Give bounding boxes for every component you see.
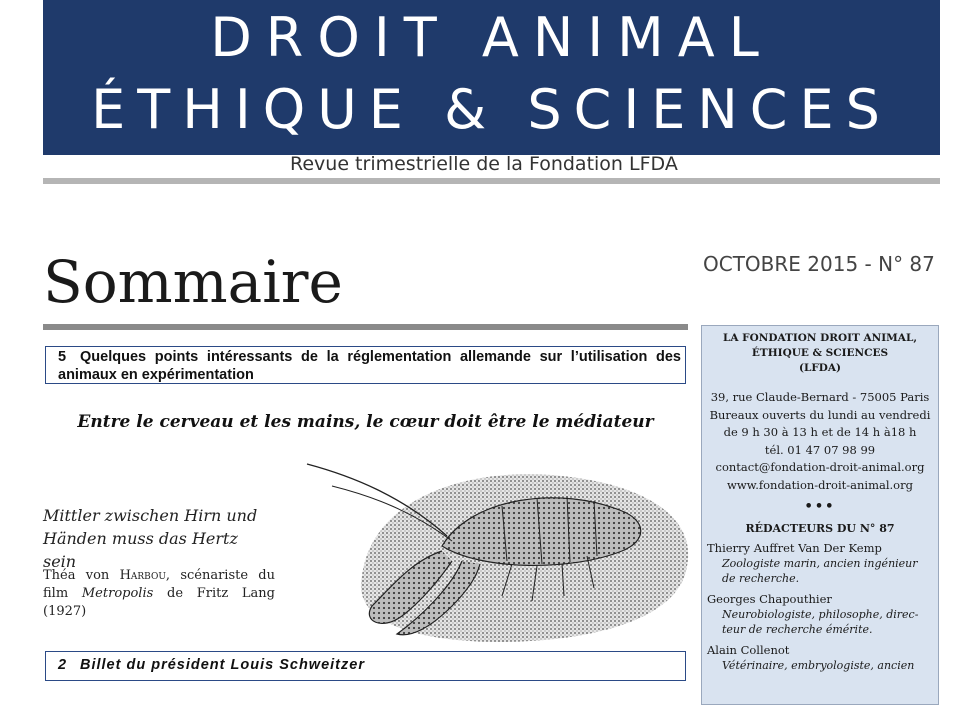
german-quote-line-1: Mittler zwischen Hirn und <box>43 506 258 525</box>
attribution-last-name: Harbou <box>119 568 166 583</box>
foundation-name <box>702 331 938 376</box>
section-divider <box>43 324 688 330</box>
foundation-phone: tél. 01 47 07 98 99 <box>764 442 876 457</box>
german-quote-line-2: Händen muss das Hertz sein <box>43 529 238 571</box>
author-entry <box>707 541 938 586</box>
toc-entry[interactable] <box>45 651 686 681</box>
masthead-banner <box>43 0 940 155</box>
foundation-address: 39, rue Claude-Bernard - 75005 Paris <box>710 390 930 404</box>
author-entry <box>707 643 938 673</box>
toc-entry-title: Quelques points intéressants de la réglementation allemande sur l’utilisation des animaux en expérimentation <box>58 349 681 383</box>
german-quote <box>43 504 275 573</box>
authors-heading: RÉDACTEURS DU N° 87 <box>745 522 895 535</box>
foundation-name-line-2: ÉTHIQUE & SCIENCES <box>751 347 889 359</box>
quote-attribution <box>43 567 275 621</box>
masthead-title-line-2: ÉTHIQUE & SCIENCES <box>91 78 892 141</box>
office-hours-line-2: de 9 h 30 à 13 h et de 14 h à18 h <box>723 425 917 439</box>
section-separator: ••• <box>804 499 836 514</box>
masthead-title-line-1: DROIT ANIMAL <box>210 6 773 69</box>
author-role-line-2: teur de recherche émérite. <box>722 623 873 636</box>
office-hours-line-1: Bureaux ouverts du lundi au vendredi <box>709 407 931 422</box>
foundation-email[interactable]: contact@fondation-droit-animal.org <box>715 460 925 474</box>
foundation-info-sidebar <box>701 325 939 705</box>
author-entry <box>707 592 938 637</box>
author-role-line-1: Zoologiste marin, ancien ingénieur <box>722 557 918 570</box>
foundation-name-line-3: (LFDA) <box>798 362 842 374</box>
page-title: Sommaire <box>43 248 343 316</box>
feature-heading: Entre le cerveau et les mains, le cœur doit être le médiateur <box>77 412 654 432</box>
author-name: Alain Collenot <box>707 643 790 657</box>
foundation-website[interactable]: www.fondation-droit-animal.org <box>727 477 913 492</box>
attribution-film-title: Metropolis <box>81 586 154 601</box>
author-role-line-2: de recherche. <box>722 572 800 585</box>
toc-entry-title: Billet du président Louis Schweitzer <box>80 657 365 673</box>
issue-date-number: OCTOBRE 2015 - N° 87 <box>703 252 935 276</box>
author-name: Thierry Auffret Van Der Kemp <box>707 541 882 555</box>
journal-subtitle: Revue trimestrielle de la Fondation LFDA <box>290 153 678 175</box>
toc-page-number: 5 <box>58 349 67 365</box>
author-name: Georges Chapouthier <box>707 592 832 606</box>
attribution-first-name: Théa von <box>43 568 120 583</box>
toc-entry[interactable] <box>45 346 686 384</box>
author-role-line-1: Neurobiologiste, philosophe, direc- <box>722 608 919 621</box>
foundation-contact <box>702 389 938 494</box>
attribution-rest: de Fritz Lang (1927) <box>43 586 275 619</box>
author-role-line-1: Vétérinaire, embryologiste, ancien <box>722 659 915 672</box>
top-divider <box>43 178 940 184</box>
lobster-illustration <box>302 456 692 644</box>
foundation-name-line-1: LA FONDATION DROIT ANIMAL, <box>722 332 917 344</box>
attribution-role: , scénariste du film <box>43 568 276 601</box>
toc-page-number: 2 <box>58 657 68 673</box>
